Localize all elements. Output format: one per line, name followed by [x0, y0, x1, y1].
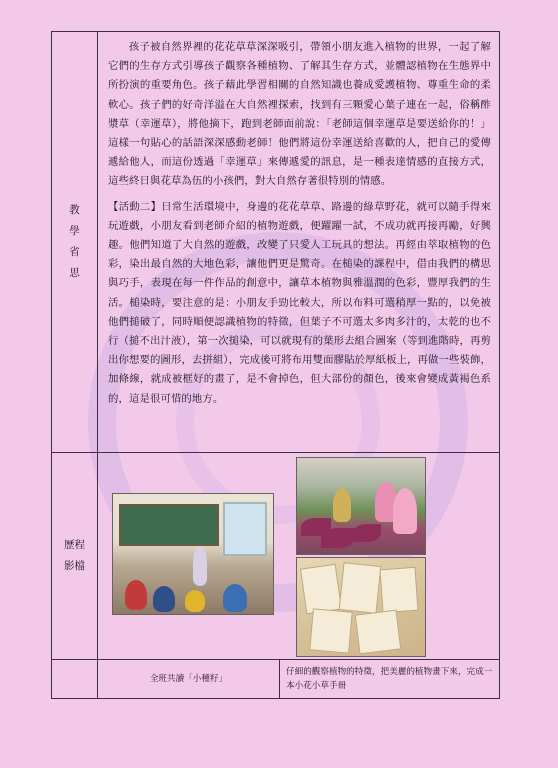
reflection-content — [98, 32, 500, 453]
child-figure — [333, 488, 351, 522]
label-char: 思 — [69, 267, 80, 279]
drawing-card — [300, 564, 342, 615]
reflection-paragraph-2 — [108, 198, 491, 409]
child-figure — [193, 546, 207, 586]
drawing-card — [380, 567, 419, 613]
label-line: 歷程 — [64, 539, 85, 551]
process-row — [52, 453, 500, 660]
label-char: 學 — [69, 225, 80, 237]
child-figure — [223, 584, 247, 612]
label-char: 教 — [69, 204, 80, 216]
garden-observation-photo — [296, 457, 426, 555]
caption-row — [52, 660, 500, 699]
reflection-row — [52, 32, 500, 453]
child-figure — [153, 586, 175, 612]
reflection-label — [52, 32, 98, 453]
plant-leaf — [321, 528, 355, 548]
classroom-reading-photo — [112, 493, 274, 615]
photo-area — [98, 453, 500, 660]
classroom-window — [223, 502, 267, 556]
child-figure — [393, 488, 417, 534]
reflection-paragraph-1: 孩子被自然界裡的花花草草深深吸引，帶領小朋友進入植物的世界，一起了解它們的生存方式引導孩子觀察各種植物、了解其生存方式，並體認植物在生態界中所扮演的重要角色。孩子藉此學習相關的自然知識也養成愛護植物、尊重生命的柔軟心。孩子們的好奇洋溢在大自然裡探索，找到有三顆愛心葉子連在一起，俗稱酢漿草（幸運草），將他摘下，跑到老師面前說：「老師這個幸運草是要送給你的！」這樣一句貼心的話語深深感動老師！他們將這份幸運送給喜歡的人，把自己的愛傳遞給他人，而這份透過「幸運草」來傳遞愛的訊息，是一種表達情感的直接方式，這些終日與花草為伍的小孩們，對大自然存著很特別的情感。 — [108, 41, 491, 188]
drawing-card — [355, 610, 402, 655]
process-label — [52, 453, 98, 660]
label-char: 省 — [69, 246, 80, 258]
drawing-card — [339, 562, 382, 614]
drawing-card — [309, 608, 353, 653]
blackboard — [119, 504, 219, 546]
label-line: 影檔 — [64, 560, 85, 572]
caption-spacer — [52, 660, 98, 699]
caption-right: 仔細的觀察植物的特徵，把美麗的植物畫下來，完成一本小花小草手冊 — [280, 660, 500, 699]
record-sheet — [51, 31, 500, 699]
plant-drawings-photo — [296, 557, 426, 657]
activity-tag: 【活動二】 — [108, 200, 162, 213]
plant-leaf — [353, 524, 381, 542]
caption-left: 全班共讀「小種籽」 — [98, 660, 280, 699]
child-figure — [185, 590, 205, 612]
activity-text: 日常生活環境中，身邊的花花草草、路邊的綠草野花，就可以隨手得來玩遊戲，小朋友看到老師介紹的植物遊戲，便躍躍一試，不成功就再接再勵，好興趣。他們知道了大自然的遊戲，改變了只愛人工玩具的想法。再經由萃取植物的色彩，染出最自然的大地色彩，讓他們更是驚奇。在槌染的課程中，借由我們的構思與巧手，表現在每一件作品的創意中，讓草本植物與雅溫潤的色彩，豐厚我們的生活。槌染時，要注意的是：小朋友手勁比較大，所以布料可選稍厚一點的，以免被他們搥破了，同時順便認識植物的特徵，但葉子不可選太多肉多汁的，太乾的也不行（搥不出汁液），第一次搥染，可以就現有的葉形去組合圖案（等到進階時，再剪出你想要的圖形，去拼組），完成後可將布用雙面膠貼於厚紙板上，再做一些裝飾，加條線，就成被框好的畫了，是不會掉色，但大部份的顏色，後來會變成黃褐色系的，這是很可惜的地方。 — [108, 200, 491, 405]
child-figure — [125, 580, 147, 610]
